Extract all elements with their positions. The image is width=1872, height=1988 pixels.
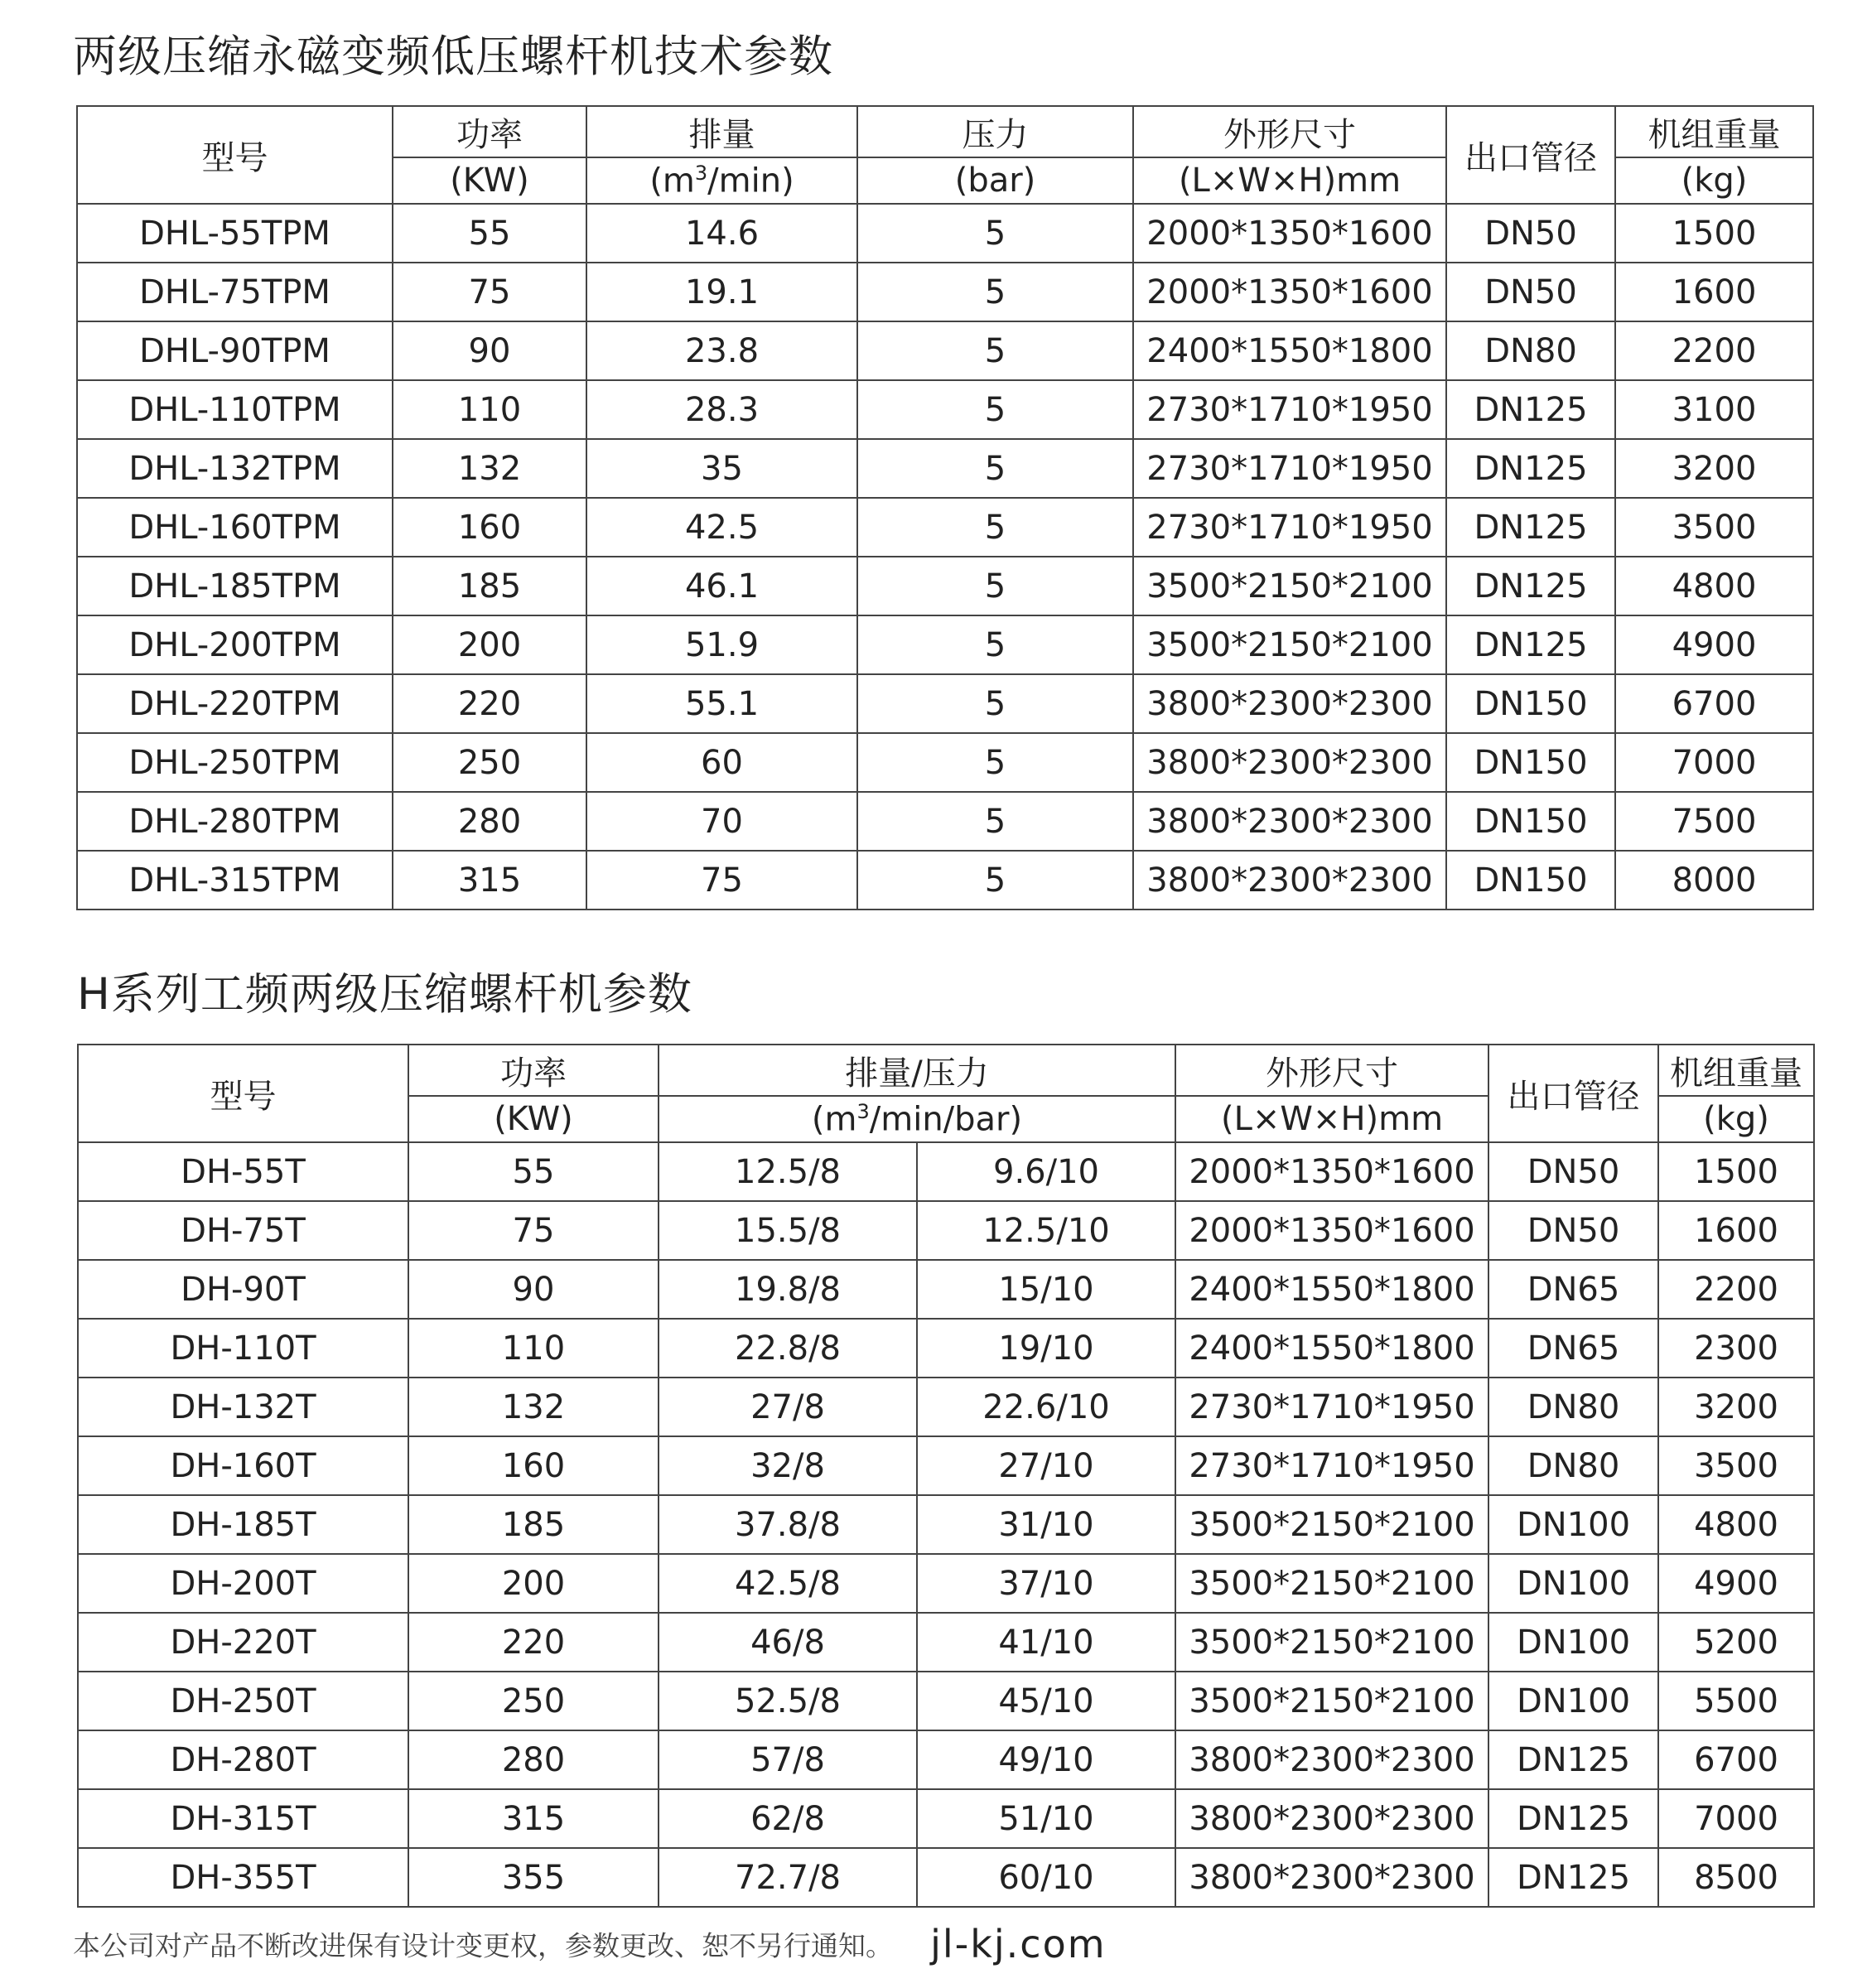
table-cell: DN125 [1446, 615, 1615, 674]
table-row [78, 1848, 1814, 1907]
header-outlet: 出口管径 [1488, 1045, 1658, 1142]
table-cell: 185 [393, 557, 586, 615]
table2-title: H系列工频两级压缩螺杆机参数 [77, 969, 692, 1020]
table-cell: 8500 [1658, 1848, 1814, 1907]
table-cell: 3500*2150*2100 [1133, 615, 1446, 674]
table-cell: 220 [408, 1613, 659, 1672]
header-pressure-unit: (bar) [857, 157, 1133, 204]
table-cell: 27/10 [917, 1436, 1175, 1495]
header-flow-pressure-unit: $(m^3/\min/bar)$ [659, 1096, 1175, 1142]
header-outlet: 出口管径 [1446, 106, 1615, 204]
table-cell: DHL-132TPM [77, 439, 393, 498]
table-cell: 62/8 [659, 1789, 917, 1848]
table-cell: 19.8/8 [659, 1260, 917, 1319]
table-row [78, 1495, 1814, 1554]
table-cell: 42.5 [586, 498, 857, 557]
table-cell: 57/8 [659, 1730, 917, 1789]
table-cell: DH-75T [78, 1201, 408, 1260]
table-cell: 27/8 [659, 1378, 917, 1436]
table-cell: 5 [857, 557, 1133, 615]
table-row [78, 1142, 1814, 1201]
table-cell: 220 [393, 674, 586, 733]
table-cell: DN65 [1488, 1260, 1658, 1319]
footer [73, 1922, 1107, 1966]
table-cell: DH-250T [78, 1672, 408, 1730]
table-cell: DH-200T [78, 1554, 408, 1613]
table-cell: DN150 [1446, 733, 1615, 792]
table-cell: 55 [408, 1142, 659, 1201]
table-cell: DHL-200TPM [77, 615, 393, 674]
table-cell: 5500 [1658, 1672, 1814, 1730]
table-cell: 5 [857, 204, 1133, 263]
table-cell: DN125 [1488, 1730, 1658, 1789]
header-dimensions: 外形尺寸 [1175, 1045, 1488, 1096]
table-cell: 3500 [1615, 498, 1813, 557]
table-cell: 60 [586, 733, 857, 792]
table-cell: DHL-75TPM [77, 263, 393, 321]
table-cell: 4900 [1615, 615, 1813, 674]
table-row [77, 498, 1813, 557]
table-cell: 2000*1350*1600 [1133, 204, 1446, 263]
table-cell: 5 [857, 380, 1133, 439]
table-row [78, 1613, 1814, 1672]
table-cell: 41/10 [917, 1613, 1175, 1672]
table-row [78, 1436, 1814, 1495]
table-cell: 51.9 [586, 615, 857, 674]
table-cell: 315 [393, 851, 586, 910]
table-cell: DHL-315TPM [77, 851, 393, 910]
table-cell: DH-185T [78, 1495, 408, 1554]
table-cell: 280 [393, 792, 586, 851]
table-cell: 35 [586, 439, 857, 498]
table-cell: DHL-250TPM [77, 733, 393, 792]
table-cell: 1500 [1658, 1142, 1814, 1201]
table-row [77, 321, 1813, 380]
header-power-unit: (KW) [393, 157, 586, 204]
table-cell: DH-355T [78, 1848, 408, 1907]
table-cell: DN125 [1446, 557, 1615, 615]
table-cell: 3500*2150*2100 [1133, 557, 1446, 615]
header-power: 功率 [408, 1045, 659, 1096]
table-cell: 3800*2300*2300 [1175, 1789, 1488, 1848]
table-cell: DN50 [1488, 1142, 1658, 1201]
table-cell: DH-55T [78, 1142, 408, 1201]
header-flow-pressure: 排量/压力 [659, 1045, 1175, 1096]
table-cell: 6700 [1615, 674, 1813, 733]
table-cell: 132 [408, 1378, 659, 1436]
table-cell: DH-90T [78, 1260, 408, 1319]
table-cell: DHL-160TPM [77, 498, 393, 557]
header-flow-unit: $(m^3/\min)$ [586, 157, 857, 204]
table-row [78, 1260, 1814, 1319]
table-cell: 2000*1350*1600 [1175, 1142, 1488, 1201]
table-cell: 45/10 [917, 1672, 1175, 1730]
table-cell: 37.8/8 [659, 1495, 917, 1554]
table-cell: 2730*1710*1950 [1175, 1378, 1488, 1436]
table-row [77, 615, 1813, 674]
table-cell: 5 [857, 498, 1133, 557]
table-cell: 19/10 [917, 1319, 1175, 1378]
table-row [77, 557, 1813, 615]
table-cell: 31/10 [917, 1495, 1175, 1554]
table-cell: 5 [857, 263, 1133, 321]
table-cell: DN150 [1446, 674, 1615, 733]
table-cell: 132 [393, 439, 586, 498]
table-cell: 2730*1710*1950 [1175, 1436, 1488, 1495]
header-model: 型号 [78, 1045, 408, 1142]
table-cell: DN100 [1488, 1495, 1658, 1554]
table-row [77, 380, 1813, 439]
table-cell: 5 [857, 615, 1133, 674]
table-cell: DN100 [1488, 1613, 1658, 1672]
header-weight: 机组重量 [1615, 106, 1813, 157]
table-cell: 2200 [1658, 1260, 1814, 1319]
header-dimensions-unit: (L×W×H)mm [1175, 1096, 1488, 1142]
table-cell: DN125 [1488, 1848, 1658, 1907]
table-cell: DH-315T [78, 1789, 408, 1848]
table-cell: 46.1 [586, 557, 857, 615]
header-weight-unit: (kg) [1658, 1096, 1814, 1142]
table-cell: 2300 [1658, 1319, 1814, 1378]
table-cell: DN150 [1446, 851, 1615, 910]
table-cell: 7500 [1615, 792, 1813, 851]
table-row [78, 1201, 1814, 1260]
table1-title: 两级压缩永磁变频低压螺杆机技术参数 [73, 31, 833, 82]
table-cell: 4800 [1615, 557, 1813, 615]
table-cell: DH-160T [78, 1436, 408, 1495]
table-row [77, 792, 1813, 851]
table-cell: 23.8 [586, 321, 857, 380]
table-cell: DN150 [1446, 792, 1615, 851]
table-cell: 15.5/8 [659, 1201, 917, 1260]
table-cell: 200 [408, 1554, 659, 1613]
table-cell: 32/8 [659, 1436, 917, 1495]
table-cell: 3800*2300*2300 [1133, 792, 1446, 851]
table-cell: 90 [393, 321, 586, 380]
table-cell: 280 [408, 1730, 659, 1789]
table-cell: 42.5/8 [659, 1554, 917, 1613]
table-cell: 51/10 [917, 1789, 1175, 1848]
table-cell: 5 [857, 439, 1133, 498]
table-cell: 3500*2150*2100 [1175, 1554, 1488, 1613]
table-cell: DH-110T [78, 1319, 408, 1378]
table-cell: 160 [393, 498, 586, 557]
table-cell: DN125 [1446, 380, 1615, 439]
table-cell: DHL-280TPM [77, 792, 393, 851]
table-cell: 5 [857, 321, 1133, 380]
table-cell: 5 [857, 674, 1133, 733]
table-cell: 355 [408, 1848, 659, 1907]
table-cell: 22.8/8 [659, 1319, 917, 1378]
table-cell: 5 [857, 733, 1133, 792]
table-cell: 14.6 [586, 204, 857, 263]
table-cell: DHL-220TPM [77, 674, 393, 733]
table-cell: 28.3 [586, 380, 857, 439]
spec-table-tpm [76, 105, 1814, 910]
table-cell: 2400*1550*1800 [1175, 1319, 1488, 1378]
spec-table-h-series [77, 1044, 1815, 1908]
table-cell: 5 [857, 851, 1133, 910]
table-cell: 3500 [1658, 1436, 1814, 1495]
table-cell: 9.6/10 [917, 1142, 1175, 1201]
table-cell: 3800*2300*2300 [1133, 733, 1446, 792]
table-cell: 5200 [1658, 1613, 1814, 1672]
table-row [77, 733, 1813, 792]
table-cell: DN125 [1446, 498, 1615, 557]
table-cell: DHL-90TPM [77, 321, 393, 380]
table-cell: 8000 [1615, 851, 1813, 910]
table-cell: 37/10 [917, 1554, 1175, 1613]
table-cell: 60/10 [917, 1848, 1175, 1907]
table-row [78, 1319, 1814, 1378]
table-cell: DHL-55TPM [77, 204, 393, 263]
footer-website: jl-kj.com [930, 1922, 1107, 1966]
table-cell: DN80 [1488, 1436, 1658, 1495]
header-pressure: 压力 [857, 106, 1133, 157]
table-cell: 2730*1710*1950 [1133, 439, 1446, 498]
table-cell: 3200 [1615, 439, 1813, 498]
table-cell: DN80 [1488, 1378, 1658, 1436]
table-cell: 315 [408, 1789, 659, 1848]
table-cell: 70 [586, 792, 857, 851]
table-cell: 1600 [1615, 263, 1813, 321]
table-cell: 160 [408, 1436, 659, 1495]
footer-disclaimer: 本公司对产品不断改进保有设计变更权，参数更改、恕不另行通知。 [73, 1929, 893, 1962]
table-cell: 90 [408, 1260, 659, 1319]
table-cell: 75 [586, 851, 857, 910]
table-cell: 6700 [1658, 1730, 1814, 1789]
table-cell: 3500*2150*2100 [1175, 1495, 1488, 1554]
header-power-unit: (KW) [408, 1096, 659, 1142]
table-cell: 22.6/10 [917, 1378, 1175, 1436]
header-dimensions: 外形尺寸 [1133, 106, 1446, 157]
table-cell: 7000 [1615, 733, 1813, 792]
table-cell: 200 [393, 615, 586, 674]
table-cell: 46/8 [659, 1613, 917, 1672]
table-cell: DHL-110TPM [77, 380, 393, 439]
table-cell: 2730*1710*1950 [1133, 498, 1446, 557]
table-row [77, 674, 1813, 733]
table-cell: 12.5/8 [659, 1142, 917, 1201]
table-cell: DN125 [1488, 1789, 1658, 1848]
table-cell: 3500*2150*2100 [1175, 1613, 1488, 1672]
table-cell: 7000 [1658, 1789, 1814, 1848]
table-row [77, 263, 1813, 321]
table-cell: 75 [393, 263, 586, 321]
table-row [78, 1672, 1814, 1730]
header-weight-unit: (kg) [1615, 157, 1813, 204]
table-cell: DN100 [1488, 1554, 1658, 1613]
table-cell: 52.5/8 [659, 1672, 917, 1730]
table-cell: 250 [393, 733, 586, 792]
table-cell: 19.1 [586, 263, 857, 321]
table-row [77, 439, 1813, 498]
table-cell: 4800 [1658, 1495, 1814, 1554]
table-cell: 55.1 [586, 674, 857, 733]
table-cell: 2200 [1615, 321, 1813, 380]
header-model: 型号 [77, 106, 393, 204]
table-cell: 2000*1350*1600 [1133, 263, 1446, 321]
table-cell: 2400*1550*1800 [1133, 321, 1446, 380]
table-cell: 5 [857, 792, 1133, 851]
table-cell: 2400*1550*1800 [1175, 1260, 1488, 1319]
header-dimensions-unit: (L×W×H)mm [1133, 157, 1446, 204]
table-cell: 110 [408, 1319, 659, 1378]
table-cell: DN50 [1446, 204, 1615, 263]
table-cell: 4900 [1658, 1554, 1814, 1613]
table-cell: 15/10 [917, 1260, 1175, 1319]
table-cell: DH-132T [78, 1378, 408, 1436]
table-cell: 55 [393, 204, 586, 263]
header-power: 功率 [393, 106, 586, 157]
table-cell: 12.5/10 [917, 1201, 1175, 1260]
header-flow: 排量 [586, 106, 857, 157]
header-weight: 机组重量 [1658, 1045, 1814, 1096]
table-row [78, 1378, 1814, 1436]
table-cell: 72.7/8 [659, 1848, 917, 1907]
table-cell: 1600 [1658, 1201, 1814, 1260]
table-cell: 185 [408, 1495, 659, 1554]
table-row [78, 1789, 1814, 1848]
table-cell: 3800*2300*2300 [1133, 674, 1446, 733]
table-row [78, 1730, 1814, 1789]
table-cell: 2730*1710*1950 [1133, 380, 1446, 439]
table-cell: 250 [408, 1672, 659, 1730]
table-cell: 3200 [1658, 1378, 1814, 1436]
table-cell: 49/10 [917, 1730, 1175, 1789]
table-cell: 3800*2300*2300 [1133, 851, 1446, 910]
table-cell: DH-220T [78, 1613, 408, 1672]
table-cell: 75 [408, 1201, 659, 1260]
table-cell: DH-280T [78, 1730, 408, 1789]
table-row [77, 204, 1813, 263]
table-cell: DN50 [1446, 263, 1615, 321]
table-cell: 3500*2150*2100 [1175, 1672, 1488, 1730]
table-cell: DN65 [1488, 1319, 1658, 1378]
table-cell: DN80 [1446, 321, 1615, 380]
table-cell: 1500 [1615, 204, 1813, 263]
table-cell: DN50 [1488, 1201, 1658, 1260]
table-cell: DN100 [1488, 1672, 1658, 1730]
table-cell: 3800*2300*2300 [1175, 1730, 1488, 1789]
table-cell: DHL-185TPM [77, 557, 393, 615]
table-cell: 3800*2300*2300 [1175, 1848, 1488, 1907]
table-cell: 2000*1350*1600 [1175, 1201, 1488, 1260]
table-cell: 3100 [1615, 380, 1813, 439]
table-row [77, 851, 1813, 910]
table-cell: DN125 [1446, 439, 1615, 498]
table-cell: 110 [393, 380, 586, 439]
table-row [78, 1554, 1814, 1613]
